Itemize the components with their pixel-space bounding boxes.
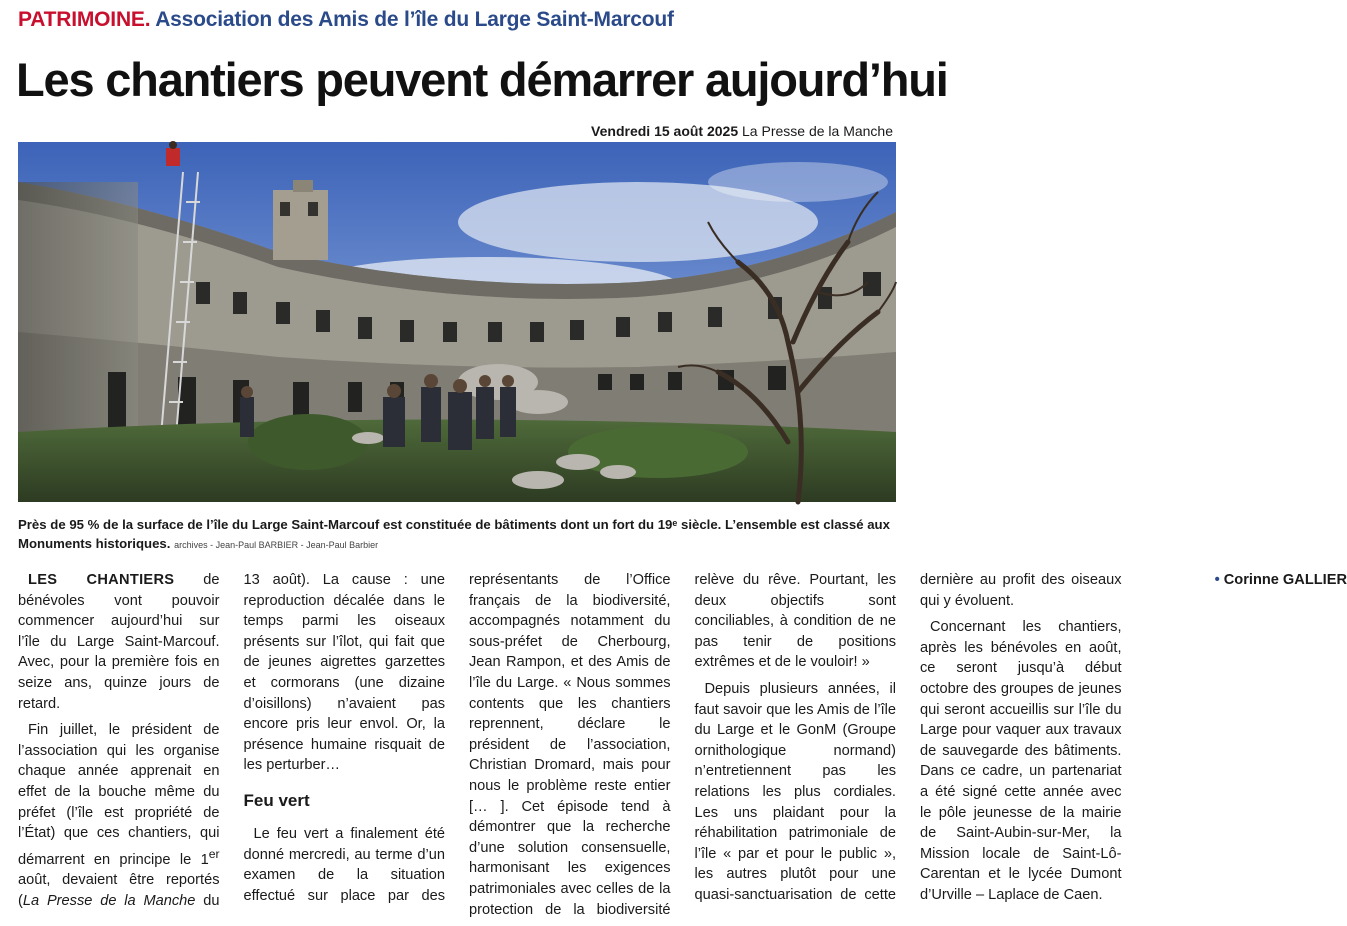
lead-word: LES CHANTIERS: [28, 572, 175, 588]
dateline: [591, 123, 893, 139]
author-name: Corinne GALLIER: [1223, 572, 1347, 588]
kicker-subtitle: Association des Amis de l’île du Large Saint-Marcouf: [155, 8, 674, 31]
ordinal-suffix: er: [208, 846, 220, 861]
paragraph-2-text-a: Fin juillet, le président de l’association qui les organise chaque année apprenait en effet de la bouche même du préfet (l’île est propriété de l’État) que ces chantiers, qui démarrent en principe le 1: [18, 722, 220, 868]
kicker: [18, 8, 674, 32]
article-body: [18, 570, 1347, 922]
article-paragraph: Concernant les chantiers, après les bénévoles en août, ce seront jusqu’à début octobre des groupes de jeunes qui seront accueillis sur l’île du Large pour vaquer aux travaux de sauvegarde des bâtiments. Dans ce cadre, un partenariat a été signé cette année avec le pôle jeunesse de la mairie de Saint-Aubin-sur-Mer, la Mission locale de Saint-Lô-Carentan et le lycée Dumont d’Urville – Laplace de Caen.: [920, 619, 1122, 903]
headline: Les chantiers peuvent démarrer aujourd’hui: [16, 53, 948, 106]
byline-bullet: •: [1214, 572, 1220, 588]
article-paragraph: Depuis plusieurs années, il faut savoir que les Amis de l’île du Large et le GonM (Groupe ornithologique normand) n’entretiennent pas les relations les plus cordiales. Les uns plaidant pour la réhabilitation patrimoniale de l’île « par et pour le public », les autres plutôt pour une quasi-sanctuarisation de cette dernière au profit des oiseaux qui y évoluent.: [694, 572, 1122, 903]
subhead: Feu vert: [243, 790, 310, 810]
paragraph-2-text-b: août, devaient être reportés (: [18, 872, 220, 909]
rubric-label: PATRIMOINE.: [18, 8, 151, 31]
author-byline: [1146, 570, 1347, 591]
publication-name: La Presse de la Manche: [742, 123, 893, 139]
article-paragraph: Le feu vert a finalement été donné mercredi, au terme d’un examen de la situation effectué sur place par des représentants de l’Office français de la biodiversité, accompagnés notamment du sous-préfet de Cherbourg, Jean Rampon, et des Amis de l’île du Large. « Nous sommes contents que les chantiers reprennent, déclare le président de l’association, Christian Dromard, mais pour nous le problème reste entier [… ]. Cet épisode tend à démontrer que la recherche d’une solution consensuelle, harmonisant les exigences patrimoniales avec celles de la protection de la biodiversité relève du rêve. Pourtant, les deux objectifs sont conciliables, à condition de ne pas tenir de positions extrêmes et de le vouloir! »: [243, 572, 896, 918]
article-paragraph: [18, 570, 220, 714]
paragraph-1-text: de bénévoles vont pouvoir commencer aujourd’hui sur l’île du Large Saint-Marcouf. Avec, pour la première fois en seize ans, quinze jours de retard.: [18, 572, 220, 712]
newspaper-title: La Presse de la Manche: [22, 892, 196, 909]
article-photo: [18, 142, 896, 502]
photo-credit: archives - Jean-Paul BARBIER - Jean-Paul Barbier: [174, 540, 379, 550]
caption-text: Près de 95 % de la surface de l’île du Large Saint-Marcouf est constituée de bâtiments dont un fort du 19ᵉ siècle. L’ensemble est classé aux Monuments historiques.: [18, 517, 890, 551]
publication-date: Vendredi 15 août 2025: [591, 123, 739, 139]
photo-caption: [18, 515, 894, 555]
paragraph-2-text-c: du 13 août). La cause : une reproduction décalée dans le temps parmi les oiseaux présents sur l’îlot, qui fait que de jeunes aigrettes garzettes et cormorans (une dizaine d’oisillons) n’avaient pas encore pris leur envol. Or, la présence humaine risquait de les perturber…: [195, 572, 445, 909]
